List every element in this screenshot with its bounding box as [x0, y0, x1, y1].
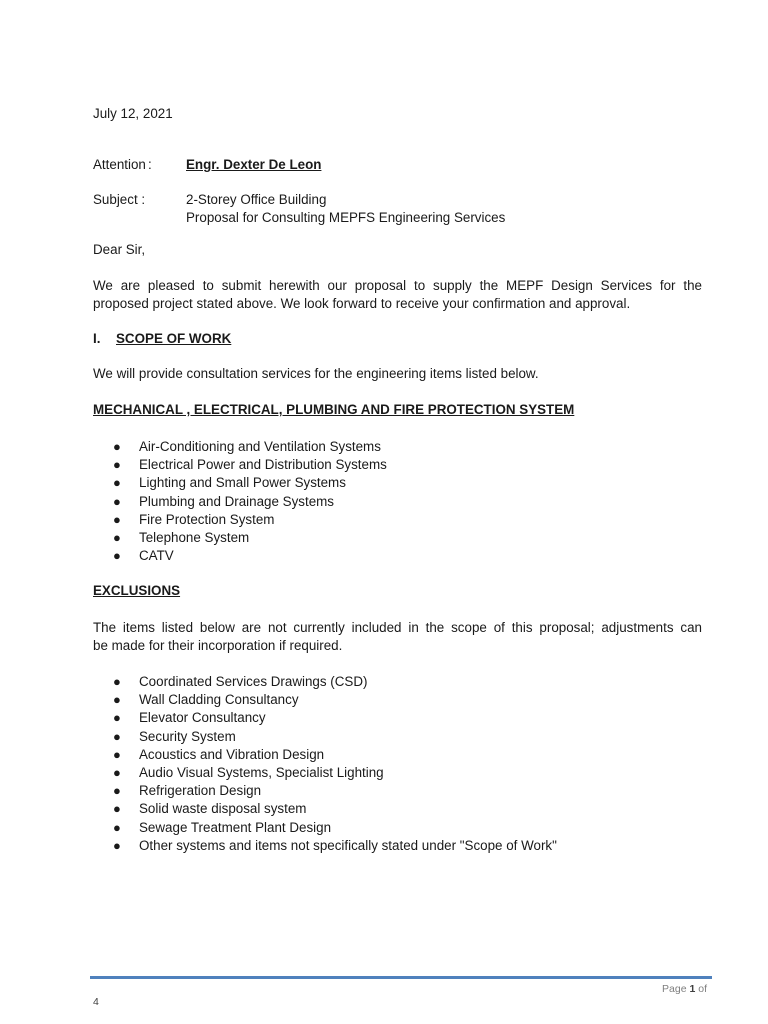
- bullet-icon: ●: [113, 511, 121, 527]
- list-item-text: Solid waste disposal system: [139, 801, 307, 817]
- scope-heading: SCOPE OF WORK: [116, 331, 232, 346]
- list-item: [0, 511, 387, 529]
- list-item: [0, 474, 387, 492]
- list-item-text: CATV: [139, 548, 174, 564]
- scope-list: [0, 438, 387, 565]
- list-item: [0, 819, 557, 837]
- page-current: 1: [689, 983, 696, 995]
- list-item-text: Coordinated Services Drawings (CSD): [139, 674, 368, 689]
- bullet-icon: ●: [113, 837, 121, 853]
- attention-colon: :: [148, 157, 152, 172]
- attention-name: Engr. Dexter De Leon: [186, 157, 322, 172]
- list-item: [0, 709, 557, 727]
- list-item-text: Other systems and items not specifically stated under "Scope of Work": [139, 837, 557, 853]
- list-item: [0, 837, 557, 855]
- of-word: of: [698, 983, 707, 995]
- footer-rule: [90, 976, 712, 979]
- list-item: [0, 782, 557, 800]
- list-item-text: Wall Cladding Consultancy: [139, 692, 299, 708]
- salutation: Dear Sir,: [93, 242, 146, 257]
- list-item: [0, 728, 557, 746]
- list-item-text: Electrical Power and Distribution Systems: [139, 457, 387, 473]
- bullet-icon: ●: [113, 674, 121, 689]
- exclusions-line-2: be made for their incorporation if required.: [93, 638, 343, 653]
- subject-line-1: 2-Storey Office Building: [186, 192, 327, 207]
- bullet-icon: ●: [113, 801, 121, 817]
- list-item: [0, 764, 557, 782]
- bullet-icon: ●: [113, 475, 121, 491]
- bullet-icon: ●: [113, 493, 121, 509]
- intro-line-1: We are pleased to submit herewith our proposal to supply the MEPF Design Services for the: [93, 278, 702, 293]
- scope-lead: We will provide consultation services for the engineering items listed below.: [93, 366, 539, 381]
- bullet-icon: ●: [113, 457, 121, 473]
- exclusions-paragraph: [93, 619, 702, 655]
- subject-label: Subject :: [93, 192, 146, 207]
- list-item-text: Elevator Consultancy: [139, 710, 266, 726]
- list-item-text: Security System: [139, 728, 236, 744]
- bullet-icon: ●: [113, 746, 121, 762]
- section-number: I.: [93, 331, 101, 346]
- exclusions-heading: EXCLUSIONS: [93, 583, 181, 598]
- list-item-text: Plumbing and Drainage Systems: [139, 493, 335, 509]
- subject-line-2: Proposal for Consulting MEPFS Engineering Services: [186, 210, 506, 225]
- bullet-icon: ●: [113, 692, 121, 708]
- intro-paragraph: [93, 277, 702, 313]
- exclusions-line-1: The items listed below are not currently included in the scope of this proposal; adjustments can: [93, 620, 702, 635]
- attention-label: Attention: [93, 157, 146, 172]
- list-item: [0, 746, 557, 764]
- page-indicator: [662, 983, 707, 995]
- list-item: [0, 673, 557, 691]
- bullet-icon: ●: [113, 529, 121, 545]
- exclusions-list: [0, 673, 557, 855]
- bullet-icon: ●: [113, 728, 121, 744]
- intro-line-2: proposed project stated above. We look forward to receive your confirmation and approval.: [93, 296, 631, 311]
- list-item-text: Lighting and Small Power Systems: [139, 475, 346, 491]
- list-item: [0, 691, 557, 709]
- letter-date: July 12, 2021: [93, 106, 173, 121]
- list-item: [0, 456, 387, 474]
- list-item: [0, 438, 387, 456]
- list-item-text: Air-Conditioning and Ventilation Systems: [139, 439, 381, 454]
- list-item-text: Refrigeration Design: [139, 783, 262, 799]
- bullet-icon: ●: [113, 819, 121, 835]
- bullet-icon: ●: [113, 783, 121, 799]
- bullet-icon: ●: [113, 764, 121, 780]
- list-item: [0, 800, 557, 818]
- page-total: 4: [93, 996, 99, 1008]
- bullet-icon: ●: [113, 548, 121, 564]
- list-item-text: Telephone System: [139, 529, 250, 545]
- list-item-text: Acoustics and Vibration Design: [139, 746, 325, 762]
- bullet-icon: ●: [113, 439, 121, 454]
- list-item-text: Audio Visual Systems, Specialist Lighting: [139, 764, 384, 780]
- list-item: [0, 547, 387, 565]
- list-item: [0, 529, 387, 547]
- page-word: Page: [662, 983, 687, 995]
- list-item-text: Fire Protection System: [139, 511, 275, 527]
- list-item-text: Sewage Treatment Plant Design: [139, 819, 332, 835]
- list-item: [0, 493, 387, 511]
- mepf-heading: MECHANICAL , ELECTRICAL, PLUMBING AND FIRE PROTECTION SYSTEM: [93, 402, 575, 417]
- bullet-icon: ●: [113, 710, 121, 726]
